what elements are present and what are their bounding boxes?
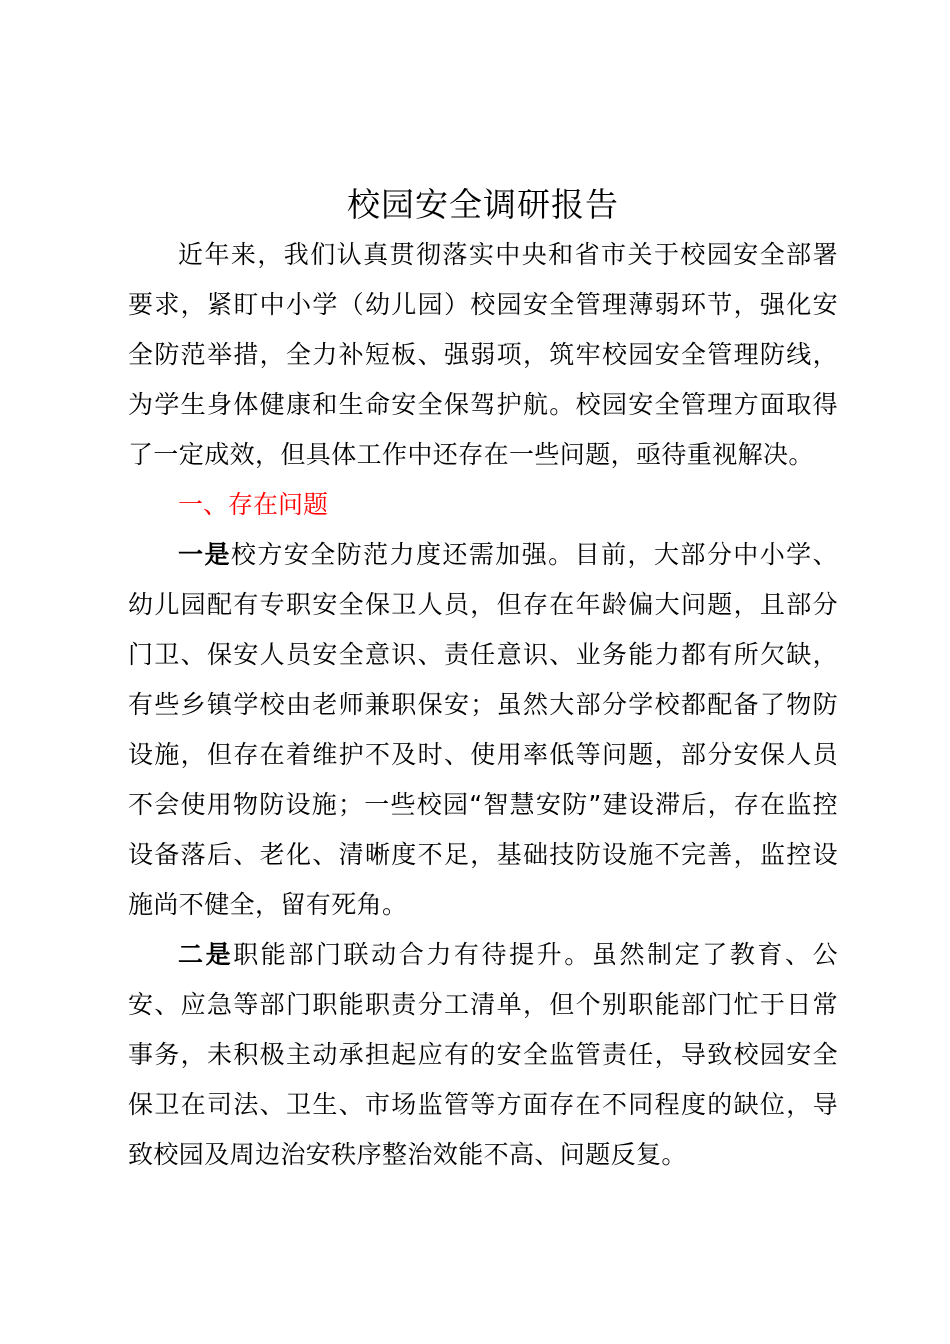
problem-2-lead: 二是 — [178, 940, 234, 969]
document-page — [128, 180, 838, 1180]
problem-2-text: 职能部门联动合力有待提升。虽然制定了教育、公安、应急等部门职能职责分工清单，但个别职能部门忙于日常事务，未积极主动承担起应有的安全监管责任，导致校园安全保卫在司法、卫生、市场监管等方面存在不同程度的缺位，导致校园及周边治安秩序整治效能不高、问题反复。 — [128, 940, 838, 1169]
problem-paragraph-1 — [128, 530, 838, 930]
intro-paragraph: 近年来，我们认真贯彻落实中央和省市关于校园安全部署要求，紧盯中小学（幼儿园）校园安全管理薄弱环节，强化安全防范举措，全力补短板、强弱项，筑牢校园安全管理防线，为学生身体健康和生命安全保驾护航。校园安全管理方面取得了一定成效，但具体工作中还存在一些问题，亟待重视解决。 — [128, 240, 838, 469]
section-heading: 一、存在问题 — [178, 490, 329, 519]
document-title: 校园安全调研报告 — [347, 185, 619, 224]
problem-paragraph-2 — [128, 930, 838, 1180]
problem-1-text: 校方安全防范力度还需加强。目前，大部分中小学、幼儿园配有专职安全保卫人员，但存在年龄偏大问题，且部分门卫、保安人员安全意识、责任意识、业务能力都有所欠缺，有些乡镇学校由老师兼职保安；虽然大部分学校都配备了物防设施，但存在着维护不及时、使用率低等问题，部分安保人员不会使用物防设施；一些校园“智慧安防”建设滞后，存在监控设备落后、老化、清晰度不足，基础技防设施不完善，监控设施尚不健全，留有死角。 — [128, 540, 838, 919]
problem-1-lead: 一是 — [178, 540, 231, 569]
